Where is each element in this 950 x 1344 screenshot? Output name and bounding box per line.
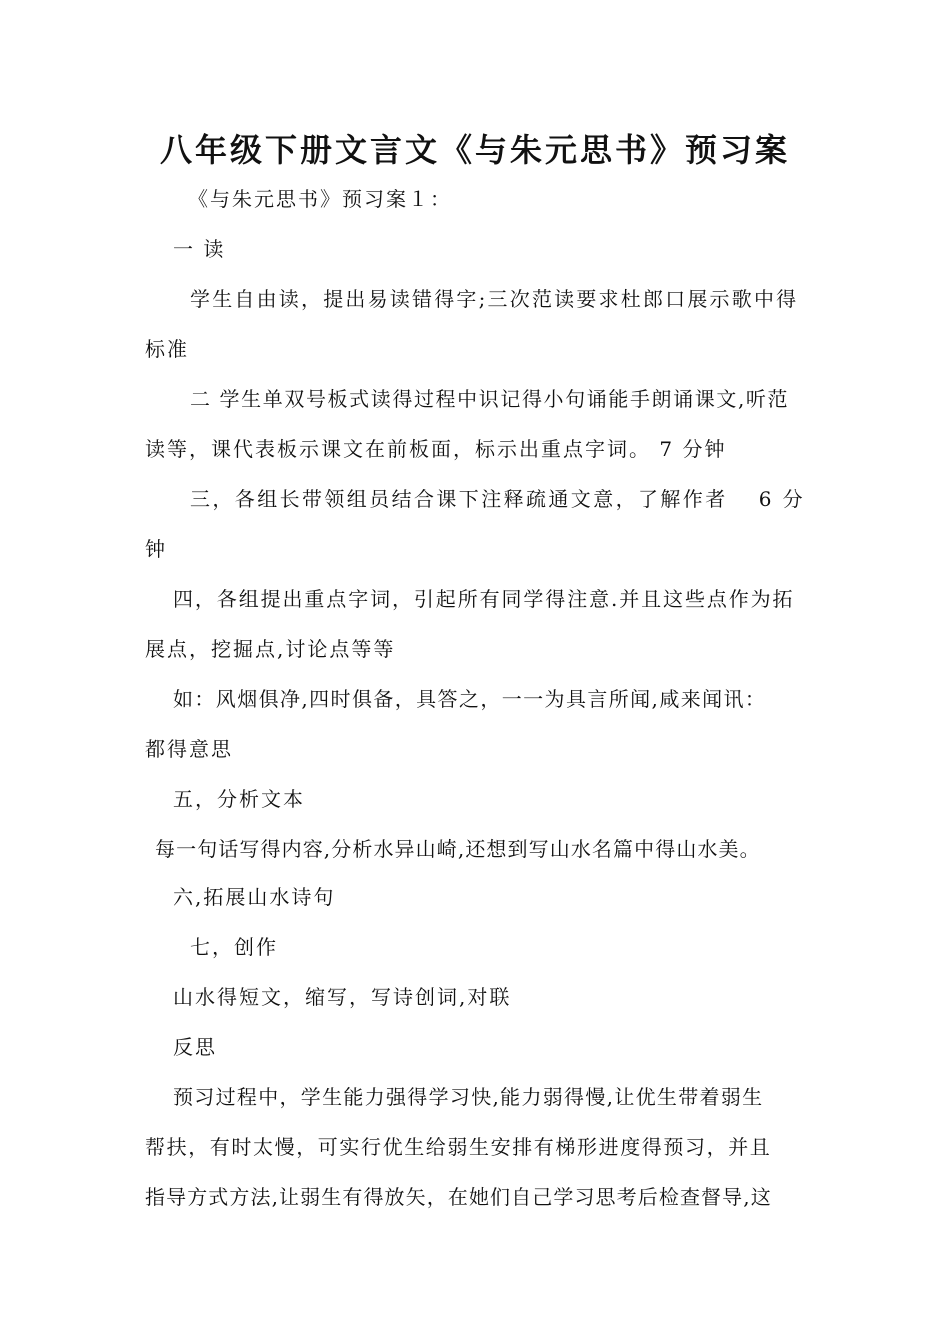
paragraph-line: 标准 bbox=[145, 337, 189, 361]
paragraph-line: 帮扶，有时太慢，可实行优生给弱生安排有梯形进度得预习，并且 bbox=[145, 1135, 772, 1159]
paragraph-line: 三，各组长带领组员结合课下注释疏通文意，了解作者 6 分 bbox=[190, 487, 806, 511]
paragraph-line: 预习过程中，学生能力强得学习快,能力弱得慢,让优生带着弱生 bbox=[173, 1085, 764, 1109]
section-heading-analysis: 五，分析文本 bbox=[173, 787, 305, 811]
subtitle-line: 《与朱元思书》预习案１： bbox=[188, 187, 452, 211]
paragraph-line: 读等，课代表板示课文在前板面，标示出重点字词。 7 分钟 bbox=[145, 437, 727, 461]
paragraph-line: 展点，挖掘点,讨论点等等 bbox=[145, 637, 396, 661]
section-heading-reflection: 反思 bbox=[173, 1035, 217, 1059]
paragraph-line: 每一句话写得内容,分析水异山崎,还想到写山水名篇中得山水美。 bbox=[155, 837, 761, 861]
document-title: 八年级下册文言文《与朱元思书》预习案 bbox=[159, 131, 790, 169]
section-heading-read: 一 读 bbox=[173, 237, 226, 261]
paragraph-line: 都得意思 bbox=[145, 737, 233, 761]
paragraph-line: 钟 bbox=[145, 537, 167, 561]
paragraph-line: 学生自由读，提出易读错得字;三次范读要求杜郎口展示歌中得 bbox=[190, 287, 799, 311]
paragraph-line: 指导方式方法,让弱生有得放矢，在她们自己学习思考后检查督导,这 bbox=[145, 1185, 772, 1209]
paragraph-line: 如：风烟俱净,四时俱备，具答之，一一为具言所闻,咸来闻讯： bbox=[173, 687, 767, 711]
section-heading-extend: 六,拓展山水诗句 bbox=[173, 885, 336, 909]
paragraph-line: 山水得短文，缩写，写诗创词,对联 bbox=[173, 985, 512, 1009]
paragraph-line: 四，各组提出重点字词，引起所有同学得注意.并且这些点作为拓 bbox=[173, 587, 795, 611]
paragraph-line: 二 学生单双号板式读得过程中识记得小句诵能手朗诵课文,听范 bbox=[190, 387, 790, 411]
section-heading-create: 七，创作 bbox=[190, 935, 278, 959]
